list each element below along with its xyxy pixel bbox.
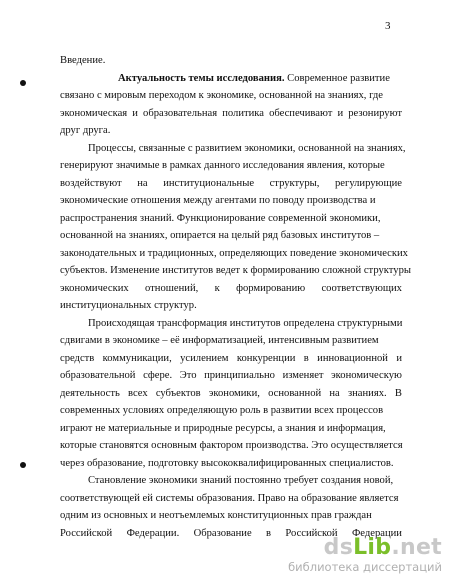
word: экономики, [208,387,260,399]
punch-hole-mark-top [20,80,26,86]
word: на [137,177,148,189]
text-line: сдвигами в экономике – её информатизацией, интенсивным развитием [60,335,379,346]
paragraph [60,70,402,140]
word: отношений, [145,282,199,294]
paragraphs-container [60,70,411,543]
text-line: связано с мировым переходом к экономике, основанной на знаниях, где [60,90,383,101]
word: институциональные [163,177,255,189]
text-span: Современное развитие [284,72,390,84]
watermark-logo-suffix: .net [391,535,442,560]
word: всех [128,387,148,399]
watermark-logo-prefix: ds [323,535,354,560]
text-line: распространения знаний. Функционирование современной экономики, [60,212,381,224]
text-line: одним из основных и неотъемлемых конституционных прав граждан [60,510,372,521]
word: усилением [180,352,229,364]
paragraph [60,472,402,542]
text-line: друг друга. [60,125,111,136]
text-line [60,105,402,123]
word: изменяет [282,370,324,381]
bold-lead-phrase: Актуальность темы исследования. [118,72,285,84]
text-line: законодательных и традиционных, определяющих поведение экономических [60,247,408,259]
text-line [60,280,402,298]
word: Российской [60,527,113,539]
word: коммуникации, [102,352,172,364]
word: инновационной [317,352,388,364]
word: и [337,107,344,119]
word: Образование [193,527,252,539]
word: к [214,282,220,294]
watermark-logo-highlight: Lib [353,535,392,560]
watermark-logo [288,537,442,559]
word: образовательной [60,370,136,381]
text-line: Происходящая трансформация институтов определена структурными [88,317,403,329]
word: в [266,527,272,539]
text-line [60,367,402,385]
word: обеспечивают [269,107,333,119]
word: и [132,107,138,119]
text-line: Процессы, связанные с развитием экономики, основанной на знаниях, [88,142,406,154]
word: конкуренции [236,352,296,364]
word: структуры, [269,177,320,189]
word: сфере. [143,370,173,381]
text-line: современных условиях определяющую роль в развитии всех процессов [60,405,384,416]
text-line: субъектов. Изменение институтов ведет к формированию сложной структуры [60,265,411,276]
page-number: 3 [385,20,391,32]
text-line: институциональных структур. [60,300,197,311]
text-line: Становление экономики знаний постоянно требует создания новой, [88,475,394,486]
word: Российской [285,527,338,539]
word: экономических [60,282,129,294]
word: Федерации. [126,527,180,539]
text-line: экономические отношения между агентами по поводу производства и [60,195,376,206]
word: регулирующие [334,177,402,189]
text-line: которые становятся основным фактором производства. Это осуществляется [60,440,403,451]
text-line [60,70,402,88]
text-line: основанной на знаниях, опирается на целый ряд базовых институтов – [60,230,380,241]
section-heading: Введение. [60,55,106,66]
word: экономическую [331,370,402,381]
word: экономическая [60,107,128,119]
word: в [303,352,309,364]
word: принципиально [204,370,275,381]
word: на [329,387,340,399]
text-line [60,385,402,403]
word: В [394,387,402,399]
watermark-subtitle: библиотека диссертаций [288,560,442,574]
text-line: соответствующей ей системы образования. Право на образование является [60,492,399,504]
document-body [60,52,411,542]
text-line [60,175,402,193]
text-line [60,350,402,368]
word: деятельность [60,387,120,399]
word: Федерации [351,527,402,539]
text-line: через образование, подготовку высококвалифицированных специалистов. [60,457,394,469]
word: образовательная [143,107,218,119]
word: формированию [236,282,306,294]
word: субъектов [155,387,201,399]
text-line: генерируют значимые в рамках данного исследования явления, которые [60,160,385,171]
word: соответствующих [321,282,402,294]
watermark [288,537,442,574]
word: знаниях. [347,387,387,399]
paragraph [60,140,411,315]
paragraph [60,315,402,473]
word: политика [222,107,264,119]
word: и [396,352,402,364]
word: воздействуют [60,177,122,189]
punch-hole-mark-bottom [20,462,26,468]
word: Это [179,370,197,381]
word: резонируют [348,107,402,119]
text-line: играют не материальные и природные ресурсы, а знания и информация, [60,422,386,434]
word: средств [60,352,95,364]
word: основанной [268,387,322,399]
